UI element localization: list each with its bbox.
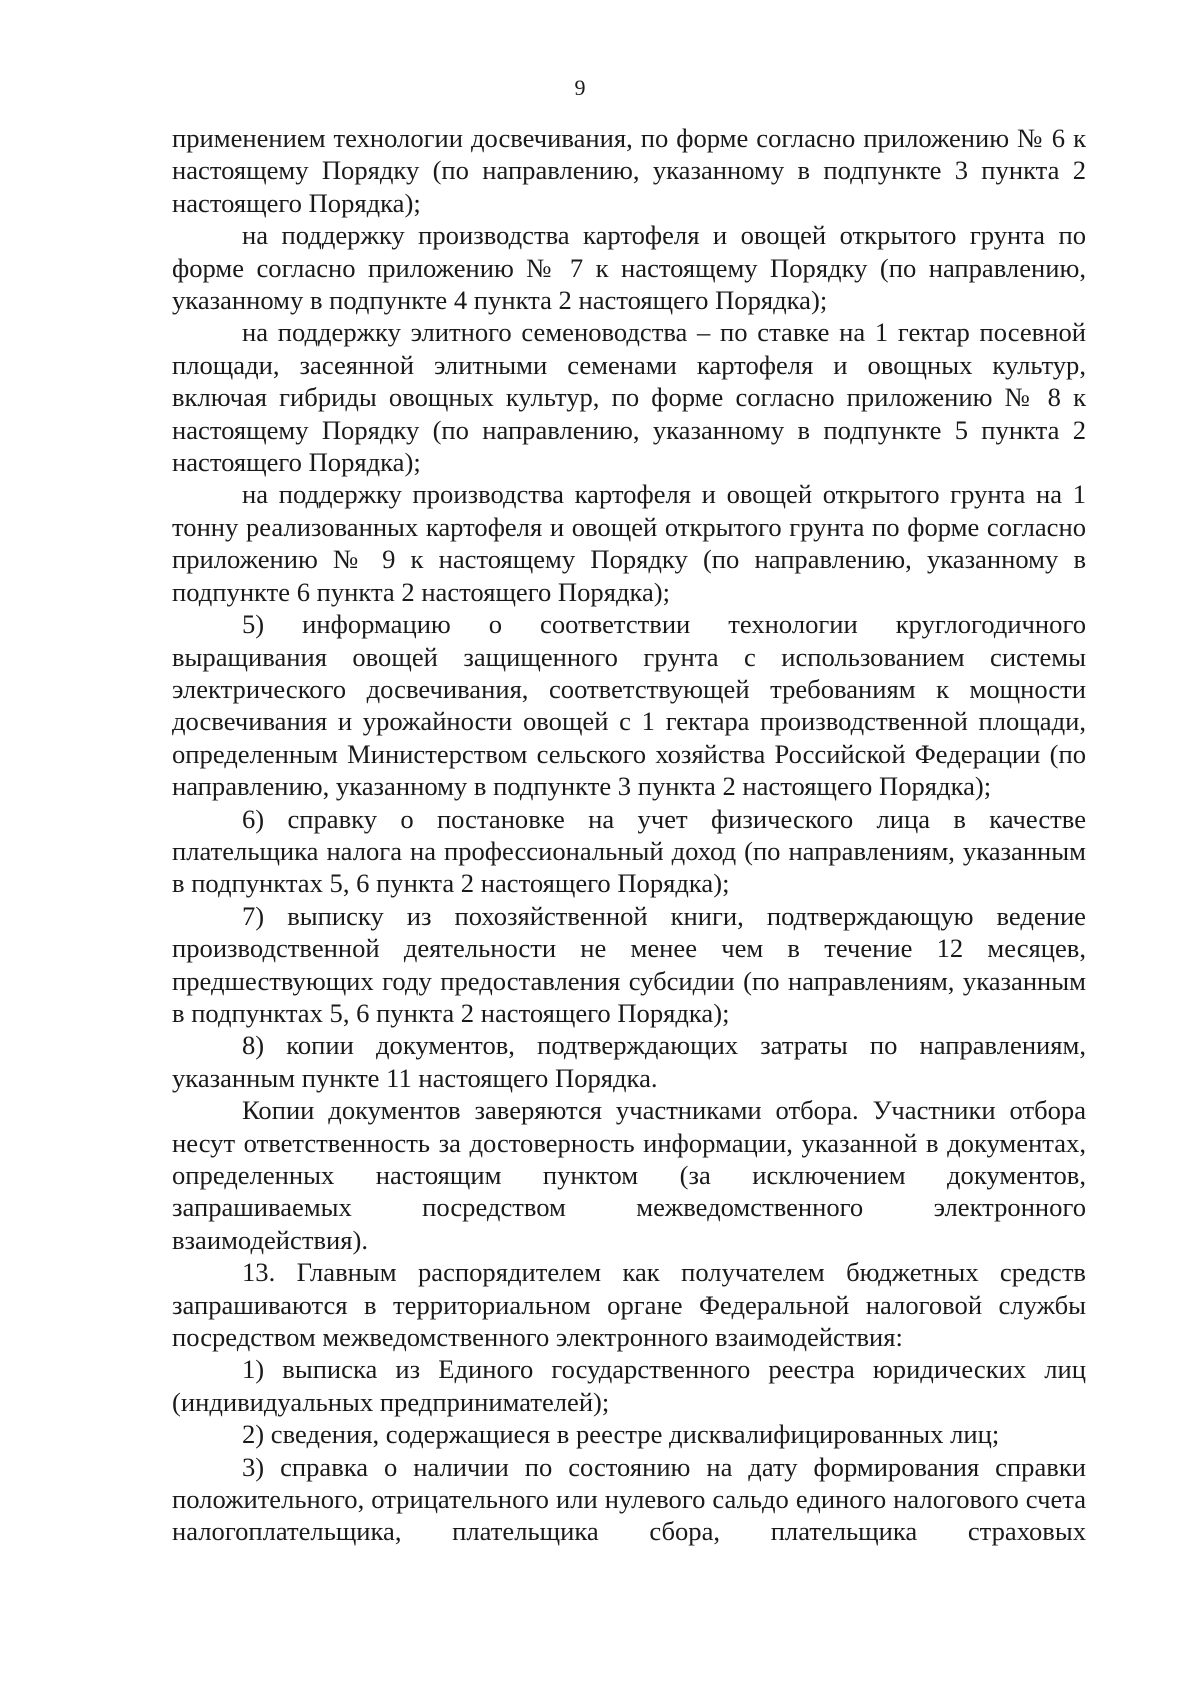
paragraph-section-13-item-2: 2) сведения, содержащиеся в реестре дисквалифицированных лиц; (242, 1419, 1000, 1450)
paragraph-copies-certification: Копии документов заверяются участниками отбора. Участники отбора несут ответственность за достоверность информации, указанной в документах, определенных настоящим пунктом (за исключением документов, запрашиваемых посредством межведомственного электронного взаимодействия). (172, 1095, 1086, 1255)
paragraph-potato-vegetables-support: на поддержку производства картофеля и овощей открытого грунта по форме согласно приложению № 7 к настоящему Порядку (по направлению, указанному в подпункте 4 пункта 2 настоящего Порядка); (172, 220, 1086, 316)
paragraph-section-13: 13. Главным распорядителем как получателем бюджетных средств запрашиваются в территориальном органе Федеральной налоговой службы посредством межведомственного электронного взаимодействия: (172, 1257, 1086, 1353)
paragraph-item-8: 8) копии документов, подтверждающих затраты по направлениям, указанным пункте 11 настоящего Порядка. (172, 1030, 1086, 1093)
paragraph-section-13-item-3: 3) справка о наличии по состоянию на дату формирования справки положительного, отрицательного или нулевого сальдо единого налогового счета налогоплательщика, плательщика сбора, плательщика страховых (172, 1451, 1086, 1547)
paragraph-item-5: 5) информацию о соответствии технологии круглогодичного выращивания овощей защищенного грунта с использованием системы электрического досвечивания, соответствующей требованиям к мощности досвечивания и урожайности овощей с 1 гектара производственной площади, определенным Министерством сельского хозяйства Российской Федерации (по направлению, указанному в подпункте 3 пункта 2 настоящего Порядка); (172, 609, 1086, 802)
paragraph-elite-seed-support: на поддержку элитного семеноводства – по ставке на 1 гектар посевной площади, засеянной элитными семенами картофеля и овощных культур, включая гибриды овощных культур, по форме согласно приложению № 8 к настоящему Порядку (по направлению, указанному в подпункте 5 пункта 2 настоящего Порядка); (172, 317, 1086, 478)
paragraph-item-6: 6) справку о постановке на учет физического лица в качестве плательщика налога на профессиональный доход (по направлениям, указанным в подпунктах 5, 6 пункта 2 настоящего Порядка); (172, 803, 1086, 899)
paragraph-item-7: 7) выписку из похозяйственной книги, подтверждающую ведение производственной деятельности не менее чем в течение 12 месяцев, предшествующих году предоставления субсидии (по направлениям, указанным в подпунктах 5, 6 пункта 2 настоящего Порядка); (172, 900, 1086, 1028)
paragraph-per-ton-support: на поддержку производства картофеля и овощей открытого грунта на 1 тонну реализованных картофеля и овощей открытого грунта по форме согласно приложению № 9 к настоящему Порядку (по направлению, указанному в подпункте 6 пункта 2 настоящего Порядка); (172, 479, 1086, 607)
paragraph-section-13-item-1: 1) выписка из Единого государственного реестра юридических лиц (индивидуальных предпринимателей); (172, 1354, 1086, 1417)
paragraph-continuation: применением технологии досвечивания, по форме согласно приложению № 6 к настоящему Порядку (по направлению, указанному в подпункте 3 пункта 2 настоящего Порядка); (172, 123, 1086, 218)
page-number: 9 (574, 75, 586, 100)
document-body (172, 122, 1086, 1548)
